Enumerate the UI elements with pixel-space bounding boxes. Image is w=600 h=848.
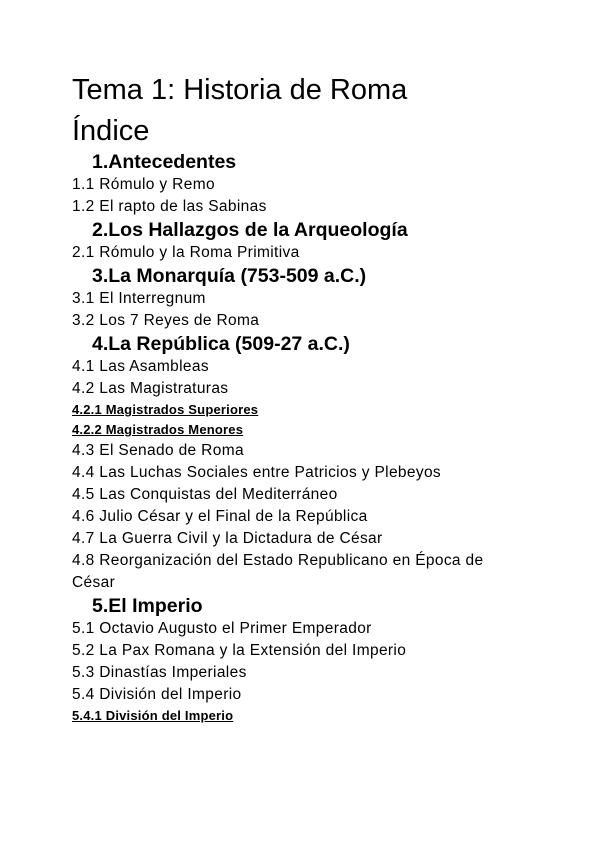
toc-item-4-4[interactable]: 4.4 Las Luchas Sociales entre Patricios y Plebeyos <box>72 464 442 481</box>
table-of-contents <box>72 150 532 726</box>
toc-subitem-4-2-2[interactable]: 4.2.2 Magistrados Menores <box>72 422 244 437</box>
toc-item-4-2[interactable]: 4.2 Las Magistraturas <box>72 380 229 397</box>
toc-item-3-2[interactable]: 3.2 Los 7 Reyes de Roma <box>72 312 260 329</box>
toc-item-4-8[interactable]: 4.8 Reorganización del Estado Republicano en Época de César <box>72 552 484 591</box>
toc-item-5-2[interactable]: 5.2 La Pax Romana y la Extensión del Imperio <box>72 642 407 659</box>
toc-item-1-2[interactable]: 1.2 El rapto de las Sabinas <box>72 198 267 215</box>
toc-subitem-5-4-1[interactable]: 5.4.1 División del Imperio <box>72 708 234 723</box>
toc-section-4[interactable]: 4.La República (509-27 a.C.) <box>92 333 350 355</box>
document-title: Tema 1: Historia de Roma <box>72 74 408 106</box>
toc-item-5-3[interactable]: 5.3 Dinastías Imperiales <box>72 664 247 681</box>
toc-item-3-1[interactable]: 3.1 El Interregnum <box>72 290 206 307</box>
toc-item-4-7[interactable]: 4.7 La Guerra Civil y la Dictadura de César <box>72 530 383 547</box>
toc-subitem-4-2-1[interactable]: 4.2.1 Magistrados Superiores <box>72 402 259 417</box>
toc-item-2-1[interactable]: 2.1 Rómulo y la Roma Primitiva <box>72 244 300 261</box>
toc-section-1[interactable]: 1.Antecedentes <box>92 151 237 173</box>
toc-item-4-1[interactable]: 4.1 Las Asambleas <box>72 358 209 375</box>
toc-section-5[interactable]: 5.El Imperio <box>92 595 203 617</box>
toc-item-4-3[interactable]: 4.3 El Senado de Roma <box>72 442 244 459</box>
toc-section-2[interactable]: 2.Los Hallazgos de la Arqueología <box>92 219 408 241</box>
toc-item-1-1[interactable]: 1.1 Rómulo y Remo <box>72 176 215 193</box>
toc-item-4-6[interactable]: 4.6 Julio César y el Final de la República <box>72 508 368 525</box>
toc-item-5-1[interactable]: 5.1 Octavio Augusto el Primer Emperador <box>72 620 372 637</box>
toc-item-4-5[interactable]: 4.5 Las Conquistas del Mediterráneo <box>72 486 338 503</box>
toc-item-5-4[interactable]: 5.4 División del Imperio <box>72 686 242 703</box>
toc-section-3[interactable]: 3.La Monarquía (753-509 a.C.) <box>92 265 367 287</box>
index-heading: Índice <box>72 115 150 147</box>
